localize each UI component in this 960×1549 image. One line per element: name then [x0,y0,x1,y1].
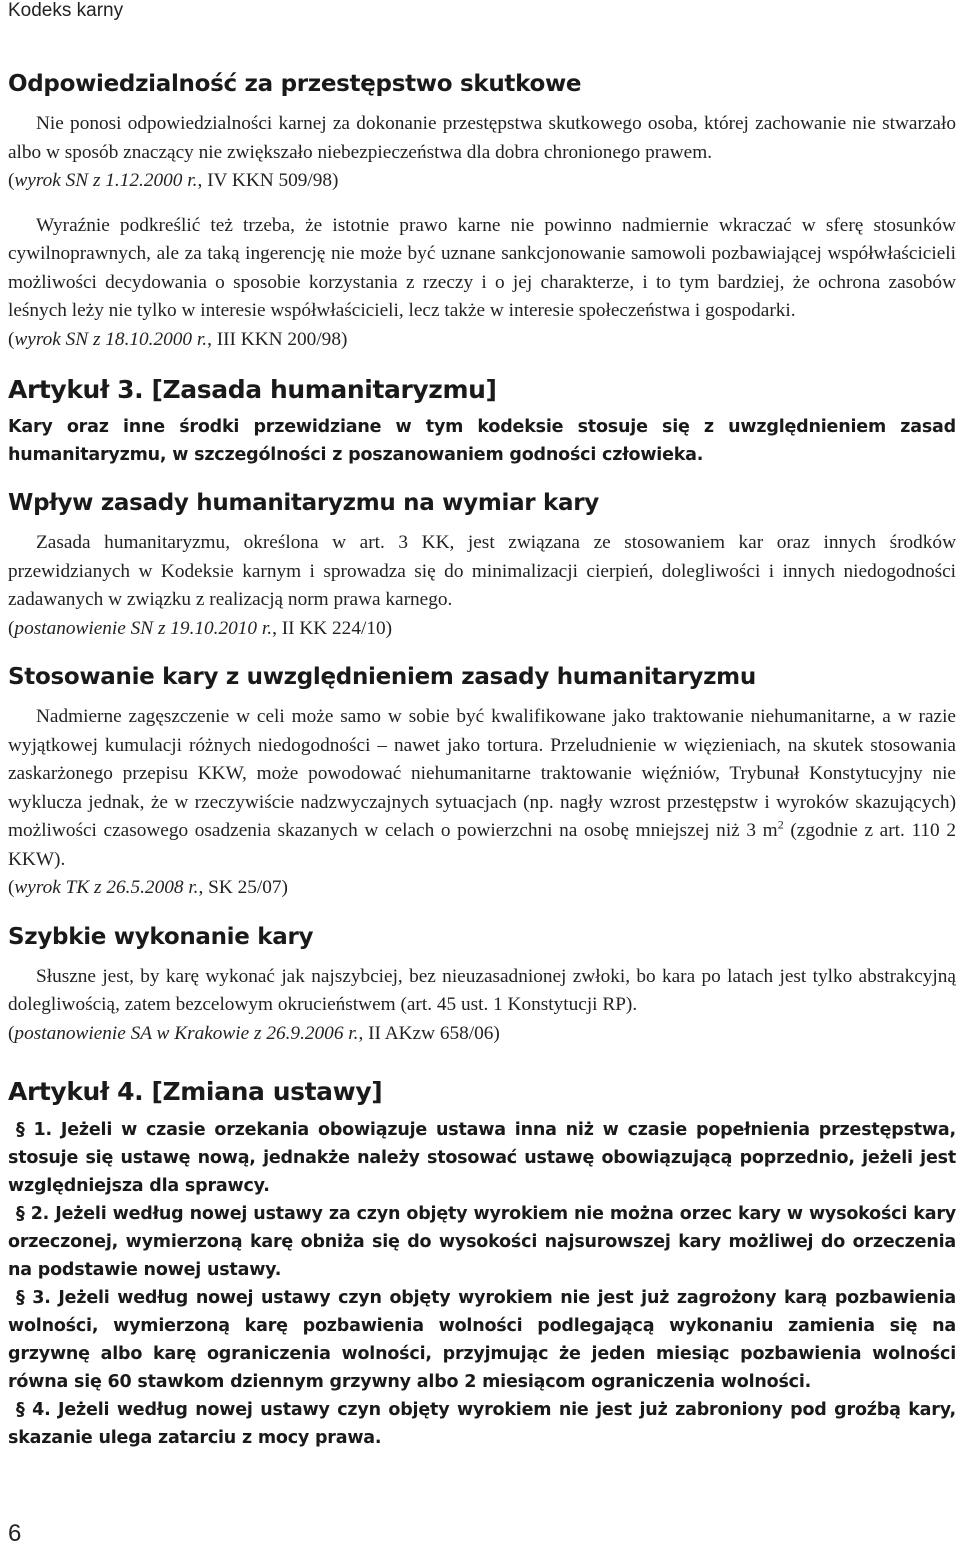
page-content [8,66,956,1452]
citation-open: ( [8,877,15,898]
citation-ruling: wyrok SN z 18.10.2000 r. [14,328,208,350]
citation-open: ( [8,1022,15,1044]
section-paragraph: Nie ponosi odpowiedzialności karnej za dokonanie przestępstwa skutkowego osoba, której zachowanie nie stwarzało albo w sposób znaczący nie zwiększało niebezpieczeństwa dla dobra chronionego prawem. [8,113,956,163]
paragraph-text-end: (zgodnie z art. 110 2 KKW). [8,820,956,870]
superscript: 2 [777,817,784,832]
citation-ruling: wyrok TK z 26.5.2008 r. [14,877,199,898]
section-paragraph [8,703,956,874]
citation-open: ( [8,328,15,350]
article-4-paragraph-2: § 2. Jeżeli według nowej ustawy za czyn objęty wyrokiem nie można orzec kary w wysokości kary orzeczonej, wymierzoną karę obniża się do wysokości najsurowszej kary możliwej do orzeczenia na podstawie nowej ustawy. [8,1204,956,1280]
citation-open: ( [8,617,15,639]
case-citation [8,326,956,355]
section-paragraph: Wyraźnie podkreślić też trzeba, że istotnie prawo karne nie powinno nadmiernie wkraczać w sferę stosunków cywilnoprawnych, ale za taką ingerencję nie może być uznane sankcjonowanie samowoli pozbawiającej współwłaścicieli możliwości decydowania o sposobie korzystania z rzeczy i o jej charakterze, i to tym bardziej, że ochrona zasobów leśnych leży nie tylko w interesie współwłaścicieli, lecz także w interesie społeczeństwa i gospodarki. [8,214,956,321]
case-citation [8,615,956,644]
paragraph-text: Nadmierne zagęszczenie w celi może samo w sobie być kwalifikowane jako traktowanie niehumanitarne, a w razie wyjątkowej kumulacji różnych niedogodności – nawet jako tortura. Przeludnienie w więzieniach, na skutek stosowania zaskarżonego przepisu KKW, może powodować niehumanitarne traktowanie więźniów, Trybunał Konstytucyjny nie wyklucza jednak, że w rzeczywiście nadzwyczajnych sytuacjach (np. nagły wzrost przestępstw i wyroków skazujących) możliwości czasowego osadzenia skazanych w celach o powierzchni na osobę mniejszej niż 3 m [8,706,956,841]
section-paragraph: Zasada humanitaryzmu, określona w art. 3 KK, jest związana ze stosowaniem kar oraz innych środków przewidzianych w Kodeksie karnym i sprowadza się do minimalizacji cierpień, dolegliwości i innych niedogodności zadawanych w związku z realizacją norm prawa karnego. [8,532,956,610]
citation-ruling: wyrok SN z 1.12.2000 r. [14,170,198,191]
case-citation [8,874,956,903]
section-heading-causal-liability: Odpowiedzialność za przestępstwo skutkowe [8,71,582,97]
citation-signature: , II AKzw 658/06) [358,1022,500,1044]
article-4-heading: Artykuł 4. [Zmiana ustawy] [8,1077,383,1106]
citation-signature: , IV KKN 509/98) [197,170,339,191]
article-3-text: Kary oraz inne środki przewidziane w tym kodeksie stosuje się z uwzględnieniem zasad humanitaryzmu, w szczególności z poszanowaniem godności człowieka. [8,417,956,465]
citation-ruling: postanowienie SN z 19.10.2010 r. [14,617,273,639]
article-4-paragraph-1: § 1. Jeżeli w czasie orzekania obowiązuje ustawa inna niż w czasie popełnienia przestępstwa, stosuje się ustawę nową, jednakże należy stosować ustawę obowiązującą poprzednio, jeżeli jest względniejsza dla sprawcy. [8,1120,956,1196]
citation-signature: , II KK 224/10) [272,617,393,639]
page-number: 6 [8,1520,22,1547]
article-4-paragraph-4: § 4. Jeżeli według nowej ustawy czyn objęty wyrokiem nie jest już zabroniony pod groźbą kary, skazanie ulega zatarciu z mocy prawa. [8,1400,956,1448]
section-heading-applying-punishment: Stosowanie kary z uwzględnieniem zasady humanitaryzmu [8,664,756,690]
citation-ruling: postanowienie SA w Krakowie z 26.9.2006 r. [14,1022,359,1044]
citation-open: ( [8,170,15,191]
case-citation [8,1020,956,1049]
section-heading-humanitarianism-sentencing: Wpływ zasady humanitaryzmu na wymiar kary [8,490,599,516]
section-heading-swift-execution: Szybkie wykonanie kary [8,923,314,950]
citation-signature: , III KKN 200/98) [207,328,348,350]
article-3-heading: Artykuł 3. [Zasada humanitaryzmu] [8,375,497,404]
citation-signature: , SK 25/07) [198,877,288,898]
section-paragraph: Słuszne jest, by karę wykonać jak najszybciej, bez nieuzasadnionej zwłoki, bo kara po latach jest tylko abstrakcyjną dolegliwością, zatem bezcelowym okrucieństwem (art. 45 ust. 1 Konstytucji RP). [8,965,956,1015]
running-header: Kodeks karny [8,0,124,21]
article-4-paragraph-3: § 3. Jeżeli według nowej ustawy czyn objęty wyrokiem nie jest już zagrożony karą pozbawienia wolności, wymierzoną karę pozbawienia wolności podlegającą wykonaniu zamienia się na grzywnę albo karę ograniczenia wolności, przyjmując że jeden miesiąc pozbawienia wolności równa się 60 stawkom dziennym grzywny albo 2 miesiącom ograniczenia wolności. [8,1288,956,1392]
case-citation [8,167,956,196]
